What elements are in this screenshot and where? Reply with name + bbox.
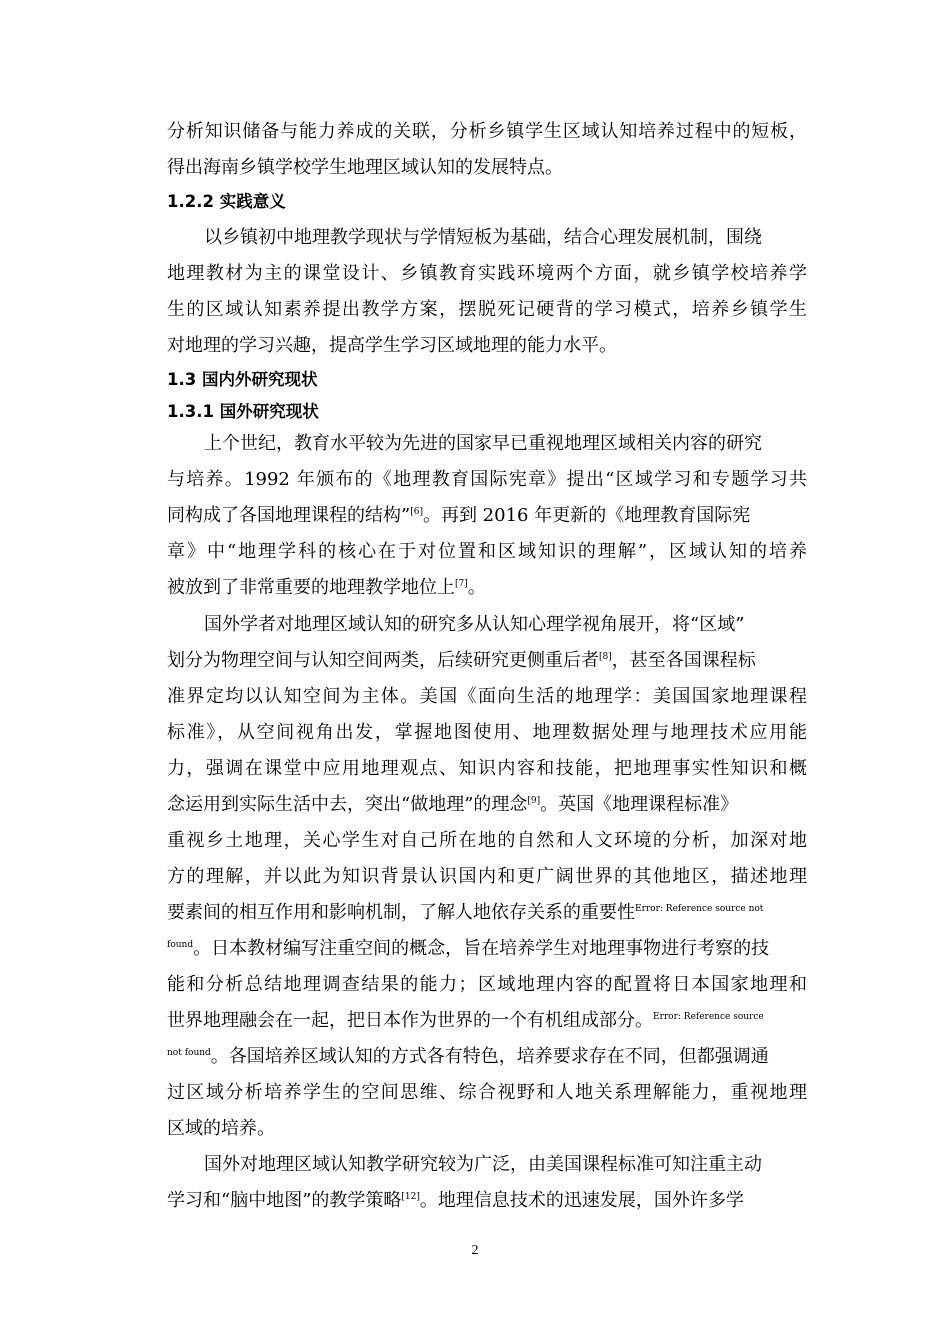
paragraph-line: 分析知识储备与能力养成的关联，分析乡镇学生区域认知培养过程中的短板，	[167, 121, 807, 142]
citation-ref-12: [12]	[401, 1192, 420, 1202]
citation-ref-8: [8]	[599, 652, 612, 662]
text-run: 念运用到实际生活中去，突出“做地理”的理念	[167, 794, 528, 815]
paragraph-line	[167, 901, 763, 925]
paragraph-line: 与培养。1992 年颁布的《地理教育国际宪章》提出“区域学习和专题学习共	[167, 469, 807, 490]
text-run: 被放到了非常重要的地理教学地位上	[167, 577, 455, 598]
text-run: ，甚至各国课程标	[611, 650, 756, 671]
paragraph-line: 对地理的学习兴趣，提高学生学习区域地理的能力水平。	[167, 335, 617, 356]
paragraph-line	[167, 1045, 769, 1069]
paragraph-line: 得出海南乡镇学校学生地理区域认知的发展特点。	[167, 157, 563, 178]
citation-ref-7: [7]	[455, 579, 468, 589]
page-number: 2	[471, 1243, 479, 1258]
paragraph-line: 以乡镇初中地理教学现状与学情短板为基础，结合心理发展机制，围绕	[204, 227, 762, 248]
paragraph-line: 标准》，从空间视角出发，掌握地图使用、地理数据处理与地理技术应用能	[167, 722, 807, 743]
paragraph-line	[167, 937, 769, 961]
text-run: 世界地理融会在一起，把日本作为世界的一个有机组成部分。	[167, 1010, 653, 1031]
paragraph-line: 生的区域认知素养提出教学方案，摆脱死记硬背的学习模式，培养乡镇学生	[167, 299, 807, 320]
citation-ref-9: [9]	[527, 796, 541, 806]
citation-ref-6: [6]	[410, 507, 423, 517]
text-run: 划分为物理空间与认知空间两类，后续研究更侧重后者	[167, 650, 599, 671]
paragraph-line: 过区域分析培养学生的空间思维、综合视野和人地关系理解能力，重视地理	[167, 1082, 807, 1103]
section-heading-1-2-2: 1.2.2 实践意义	[167, 192, 286, 211]
paragraph-line: 章》中“地理学科的核心在于对位置和区域知识的理解”，区域认知的培养	[167, 541, 807, 562]
section-heading-1-3: 1.3 国内外研究现状	[167, 370, 318, 389]
paragraph-line: 上个世纪，教育水平较为先进的国家早已重视地理区域相关内容的研究	[204, 433, 762, 454]
section-heading-1-3-1: 1.3.1 国外研究现状	[167, 402, 319, 421]
text-run: 。地理信息技术的迅速发展，国外许多学	[419, 1190, 744, 1211]
reference-error-text: not found	[167, 1048, 211, 1058]
paragraph-line	[167, 504, 750, 528]
paragraph-line	[167, 1189, 744, 1213]
paragraph-line	[167, 1009, 764, 1033]
text-run: 。各国培养区域认知的方式各有特色，培养要求存在不同，但都强调通	[210, 1046, 769, 1067]
reference-error-text: Error: Reference source not	[635, 904, 764, 914]
text-run: 。日本教材编写注重空间的概念，旨在培养学生对地理事物进行考察的技	[193, 938, 770, 959]
paragraph-line: 方的理解，并以此为知识背景认识国内和更广阔世界的其他地区，描述地理	[167, 866, 807, 887]
text-run: 学习和“脑中地图”的教学策略	[167, 1190, 402, 1211]
paragraph-line: 准界定均以认知空间为主体。美国《面向生活的地理学：美国国家地理课程	[167, 686, 807, 707]
paragraph-line: 重视乡土地理，关心学生对自己所在地的自然和人文环境的分析，加深对地	[167, 830, 807, 851]
text-run: 同构成了各国地理课程的结构”	[167, 505, 411, 526]
reference-error-text: found	[167, 940, 194, 950]
paragraph-line: 能和分析总结地理调查结果的能力；区域地理内容的配置将日本国家地理和	[167, 974, 807, 995]
paragraph-line	[167, 576, 486, 600]
text-run: 。再到 2016 年更新的《地理教育国际宪	[422, 505, 751, 526]
paragraph-line: 地理教材为主的课堂设计、乡镇教育实践环境两个方面，就乡镇学校培养学	[167, 263, 807, 284]
paragraph-line	[167, 793, 738, 817]
paragraph-line	[167, 649, 756, 673]
text-run: 。	[467, 577, 486, 598]
paragraph-line: 区域的培养。	[167, 1118, 275, 1139]
paragraph-line: 国外学者对地理区域认知的研究多从认知心理学视角展开，将“区域”	[204, 614, 745, 635]
text-run: 。英国《地理课程标准》	[540, 794, 739, 815]
paragraph-line: 力，强调在课堂中应用地理观点、知识内容和技能，把地理事实性知识和概	[167, 758, 807, 779]
text-run: 要素间的相互作用和影响机制，了解人地依存关系的重要性	[167, 902, 635, 923]
paragraph-line: 国外对地理区域认知教学研究较为广泛，由美国课程标准可知注重主动	[204, 1154, 762, 1175]
reference-error-text: Error: Reference source	[653, 1012, 764, 1022]
